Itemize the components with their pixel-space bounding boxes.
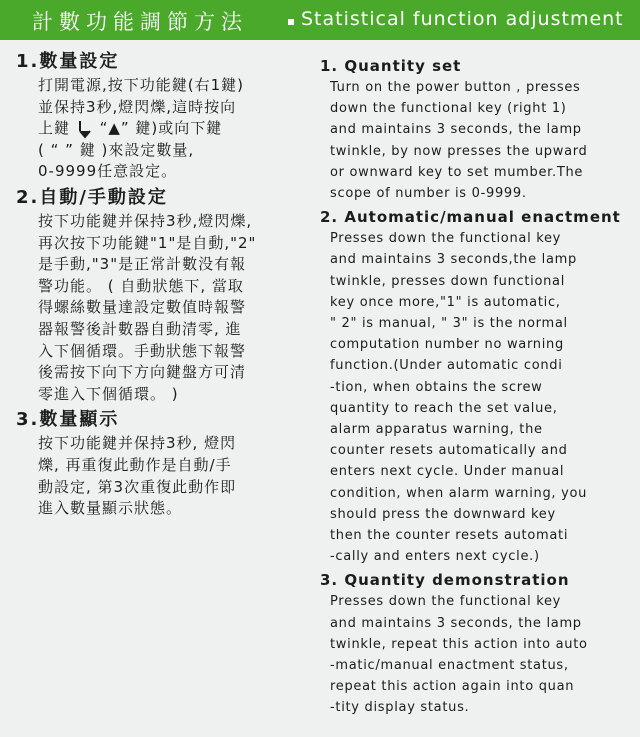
en-section-3 xyxy=(320,570,636,718)
en-line: twinkle, by now presses the upward xyxy=(330,143,588,159)
zh-line: 動設定, 第3次重復此動作即 xyxy=(38,477,237,496)
header-bullet xyxy=(288,19,294,25)
en-line: key once more,"1" is automatic, xyxy=(330,294,561,310)
en-line: then the counter resets automati xyxy=(330,528,569,544)
zh-section-3-body xyxy=(38,433,314,519)
zh-section-2-heading: 2.自動/手動設定 xyxy=(16,186,168,208)
zh-line: 爍, 再重復此動作是自動/手 xyxy=(38,455,232,474)
en-line: alarm apparatus warning, the xyxy=(330,422,543,438)
en-section-1-body xyxy=(330,77,636,204)
en-line: -matic/manual enactment status, xyxy=(330,658,569,674)
en-section-1-heading: 1. Quantity set xyxy=(320,57,462,75)
en-line: Presses down the functional key xyxy=(330,231,562,247)
zh-line: 按下功能鍵并保持3秒,燈閃爍, xyxy=(38,211,253,230)
zh-line: 入下個循環。手動狀態下報警 xyxy=(38,341,247,360)
header-bar xyxy=(0,0,640,40)
zh-line: 再次按下功能鍵"1"是自動,"2" xyxy=(38,233,257,252)
zh-line: 零進入下個循環。 ) xyxy=(38,384,179,403)
en-section-3-body xyxy=(330,591,636,718)
chinese-column xyxy=(16,49,314,522)
zh-line: 進入數量顯示狀態。 xyxy=(38,499,183,518)
en-line: and maintains 3 seconds, the lamp xyxy=(330,615,582,631)
zh-line-part: “▲” 鍵)或向下鍵 xyxy=(99,119,223,138)
en-line: function.(Under automatic condi xyxy=(330,358,563,374)
zh-line: 後需按下向下方向鍵盤方可清 xyxy=(38,363,247,382)
zh-line: 按下功能鍵并保持3秒, 燈閃 xyxy=(38,434,237,453)
en-line: quantity to reach the set value, xyxy=(330,400,558,416)
en-line: down the functional key (right 1) xyxy=(330,101,567,117)
zh-section-2-body xyxy=(38,211,314,405)
en-line: twinkle, repeat this action into auto xyxy=(330,636,588,652)
zh-line: 並保持3秒,燈閃爍,這時按向 xyxy=(38,97,237,116)
zh-line: ( “ ” 鍵 )來設定數量, xyxy=(38,140,195,159)
en-line: repeat this action again into quan xyxy=(330,679,575,695)
en-line: Turn on the power button , presses xyxy=(330,80,581,95)
zh-section-1-body xyxy=(38,75,314,183)
zh-line: 器報警後計數器自動清零, 進 xyxy=(38,319,242,338)
en-section-2 xyxy=(320,207,636,567)
en-section-1 xyxy=(320,56,636,204)
zh-line: 0-9999任意設定。 xyxy=(38,162,178,181)
zh-section-1-heading: 1.數量設定 xyxy=(16,51,120,72)
en-line: computation number no warning xyxy=(330,337,564,353)
en-line: should press the downward key xyxy=(330,506,556,522)
en-section-2-heading: 2. Automatic/manual enactment xyxy=(320,208,621,227)
en-line: condition, when alarm warning, you xyxy=(330,485,588,501)
en-section-2-body xyxy=(330,228,636,567)
zh-section-3 xyxy=(16,407,314,519)
en-line: Presses down the functional key xyxy=(330,594,562,610)
en-line: scope of number is 0-9999. xyxy=(330,186,527,202)
zh-line: 是手動,"3"是正常計數没有報 xyxy=(38,255,247,274)
en-section-3-heading: 3. Quantity demonstration xyxy=(320,571,570,590)
zh-line: 警功能。 ( 自動狀態下, 當取 xyxy=(38,276,244,295)
en-line: or ownward key to set mumber.The xyxy=(330,164,584,180)
down-arrow-icon xyxy=(78,119,92,139)
en-line: twinkle, presses down functional xyxy=(330,273,566,289)
en-line: -cally and enters next cycle.) xyxy=(330,549,540,565)
zh-line xyxy=(38,118,314,140)
zh-section-3-heading: 3.數量顯示 xyxy=(16,409,120,431)
zh-line: 打開電源,按下功能鍵(右1鍵) xyxy=(38,76,245,94)
english-column xyxy=(320,56,636,722)
en-line: and maintains 3 seconds,the lamp xyxy=(330,252,577,268)
header-title-en: Statistical function adjustment xyxy=(301,8,624,30)
en-line: " 2" is manual, " 3" is the normal xyxy=(330,316,568,332)
zh-section-1 xyxy=(16,49,314,183)
zh-line: 得螺絲數量達設定數值時報警 xyxy=(38,298,247,317)
zh-line-part: 上鍵 xyxy=(38,119,71,138)
en-line: counter resets automatically and xyxy=(330,443,568,459)
en-line: enters next cycle. Under manual xyxy=(330,464,565,480)
en-line: -tion, when obtains the screw xyxy=(330,379,543,395)
zh-section-2 xyxy=(16,185,314,405)
header-title-zh: 計數功能調節方法 xyxy=(32,10,248,34)
en-line: -tity display status. xyxy=(330,700,470,716)
en-line: and maintains 3 seconds, the lamp xyxy=(330,122,582,138)
